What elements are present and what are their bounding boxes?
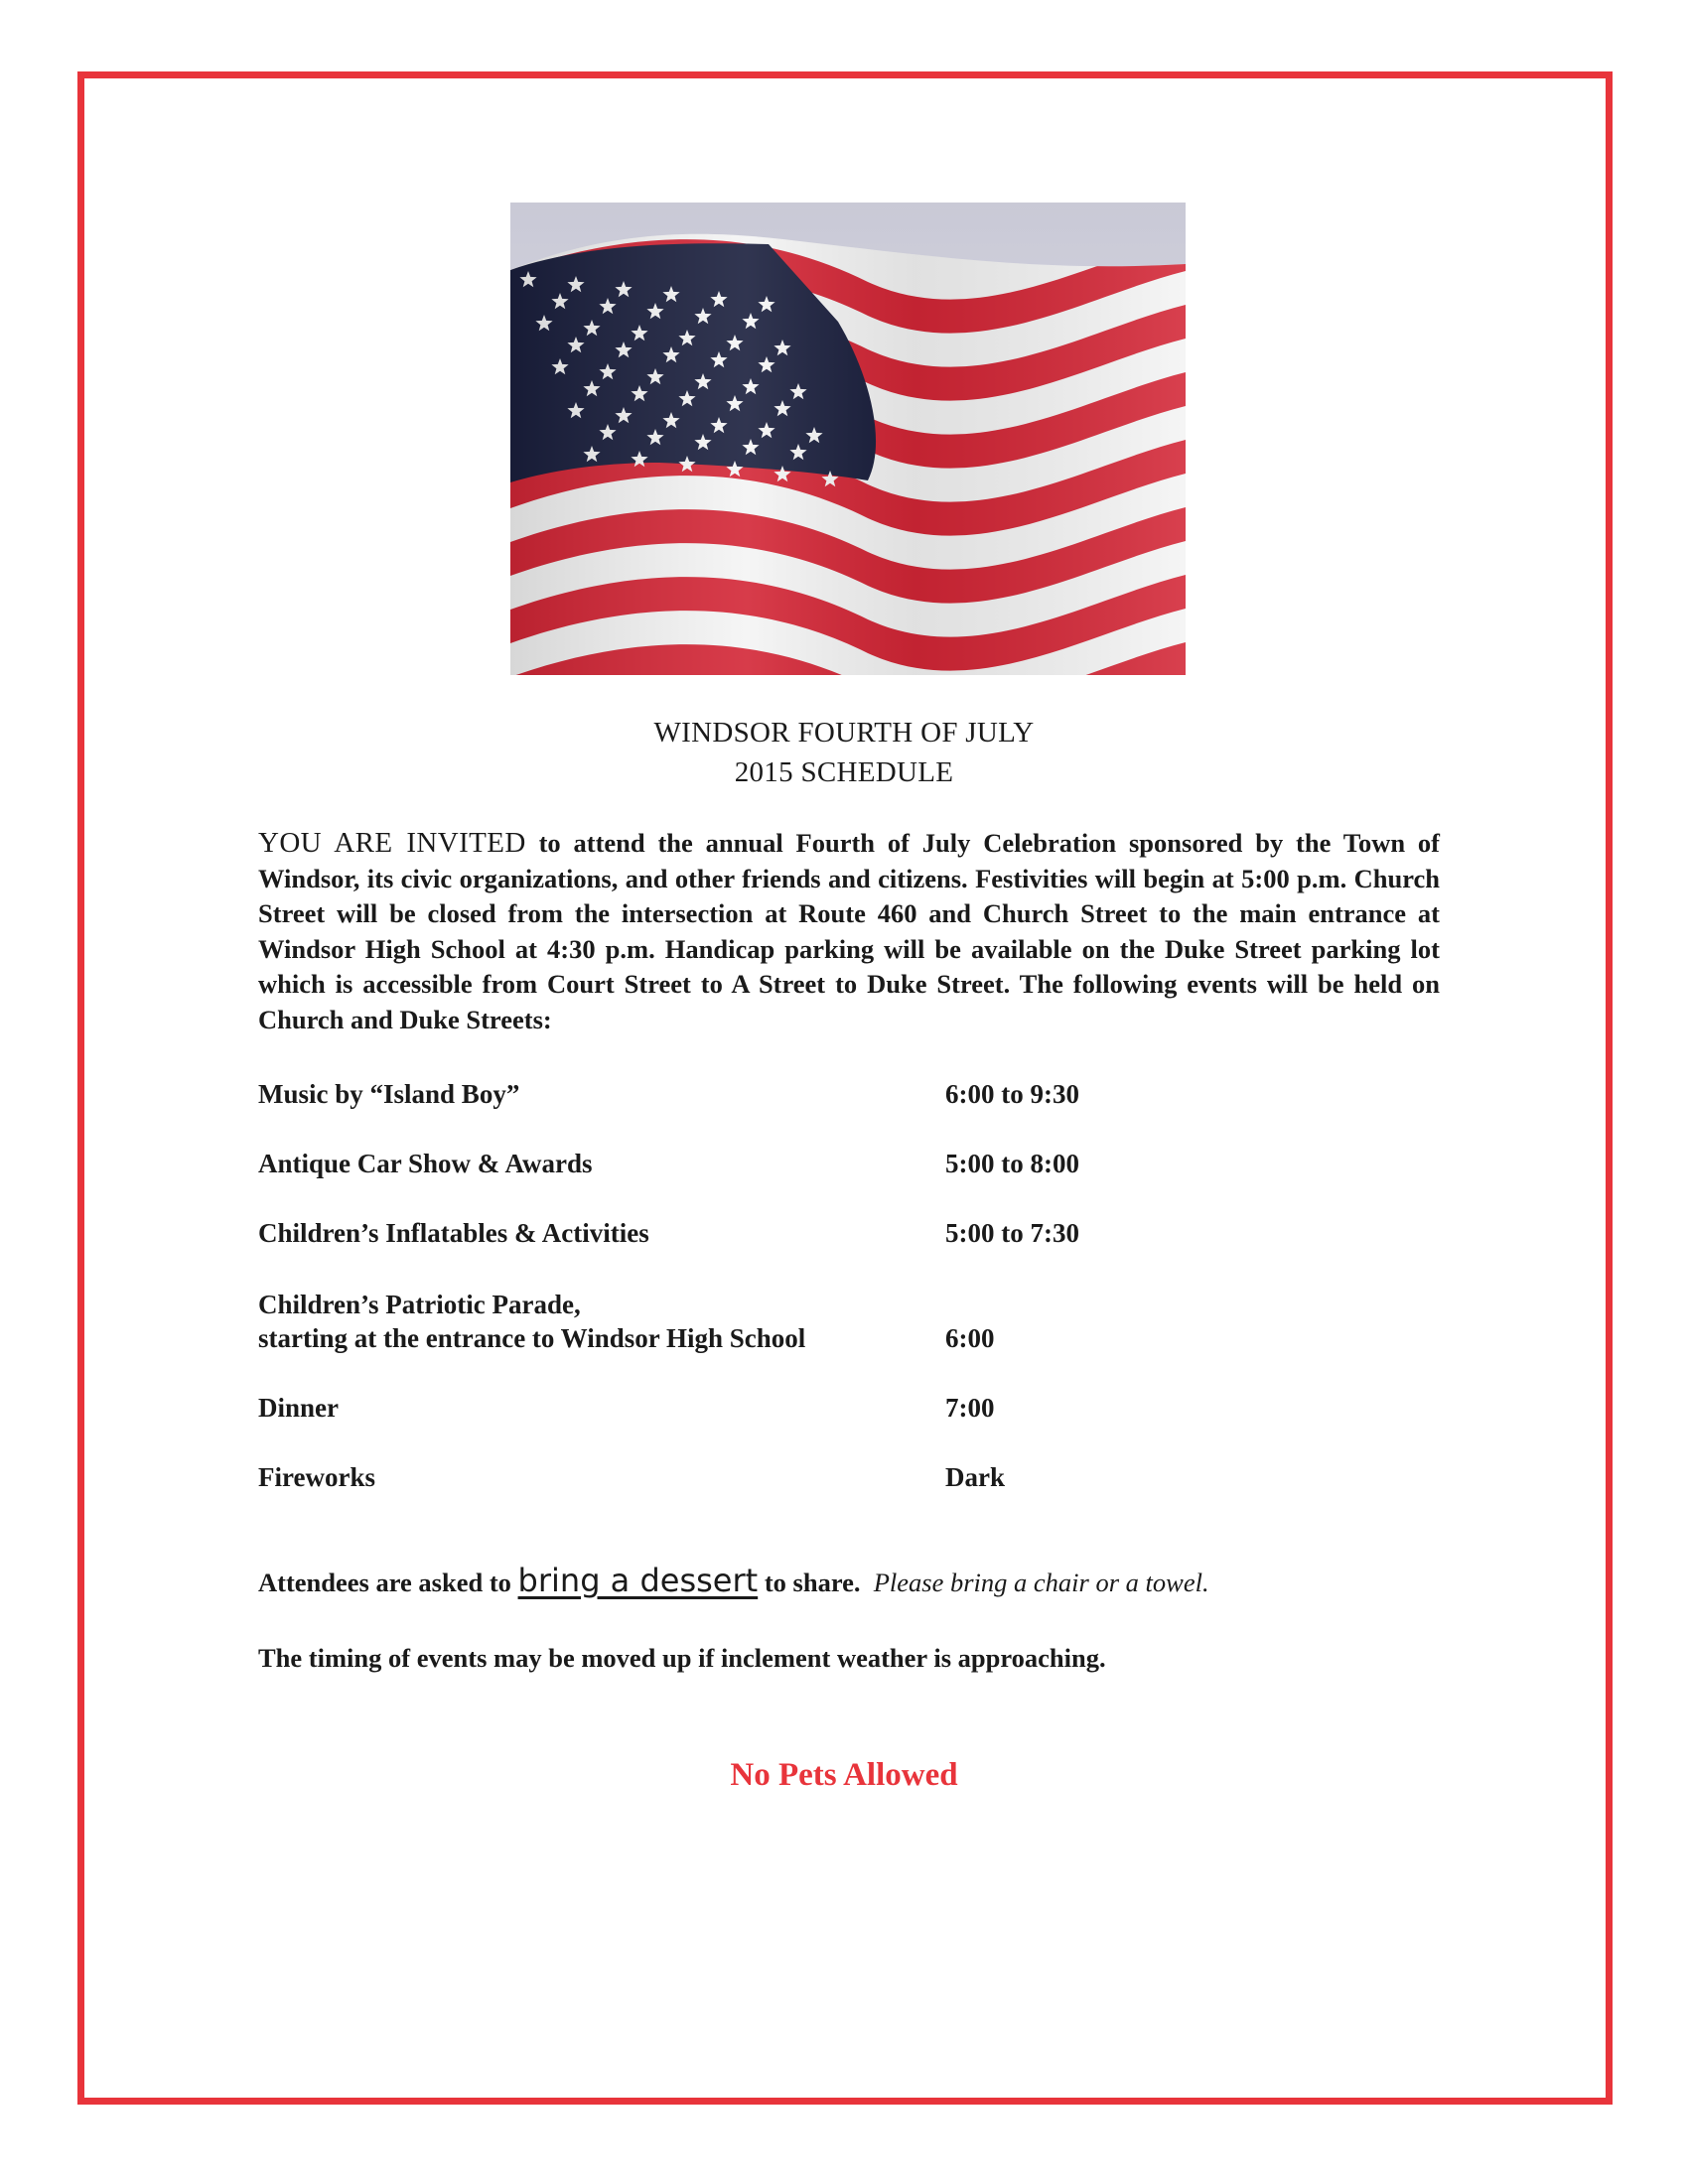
dessert-note-pre: Attendees are asked to <box>258 1568 511 1597</box>
event-time: 5:00 to 7:30 <box>945 1218 1079 1248</box>
invitation-paragraph <box>258 826 1440 1037</box>
event-name: Antique Car Show & Awards <box>258 1149 593 1178</box>
event-time: 7:00 <box>945 1393 995 1423</box>
event-time: 6:00 to 9:30 <box>945 1079 1079 1109</box>
page-title-line-2: 2015 SCHEDULE <box>734 756 954 788</box>
event-name: Children’s Patriotic Parade, <box>258 1290 581 1319</box>
event-name: Music by “Island Boy” <box>258 1079 520 1109</box>
no-pets-notice: No Pets Allowed <box>730 1757 958 1793</box>
american-flag-icon <box>510 203 1186 675</box>
chair-note: Please bring a chair or a towel. <box>873 1568 1209 1597</box>
event-name: Children’s Inflatables & Activities <box>258 1218 649 1248</box>
event-time: 5:00 to 8:00 <box>945 1149 1079 1178</box>
weather-note: The timing of events may be moved up if inclement weather is approaching. <box>258 1643 1106 1673</box>
event-name-detail: starting at the entrance to Windsor High School <box>258 1323 806 1353</box>
event-time: Dark <box>945 1462 1005 1492</box>
invitation-lead: YOU ARE INVITED <box>258 827 526 859</box>
invitation-body: to attend the annual Fourth of July Celebration sponsored by the Town of Windsor, its civic organizations, and other friends and citizens. Festivities will begin at 5:00 p.m. Church Street will be closed from the intersection at Route 460 and Church Street to the main entrance at Windsor High School at 4:30 p.m. Handicap parking will be available on the Duke Street parking lot which is accessible from Court Street to A Street to Duke Street. The following events will be held on Church and Duke Streets: <box>258 828 1441 1034</box>
dessert-note <box>258 1563 1209 1600</box>
event-time: 6:00 <box>945 1323 995 1353</box>
dessert-emphasis: bring a dessert <box>517 1562 759 1599</box>
event-name: Fireworks <box>258 1462 375 1492</box>
page-title-line-1: WINDSOR FOURTH OF JULY <box>653 717 1035 749</box>
event-name: Dinner <box>258 1393 339 1423</box>
dessert-note-post: to share. <box>764 1568 861 1597</box>
